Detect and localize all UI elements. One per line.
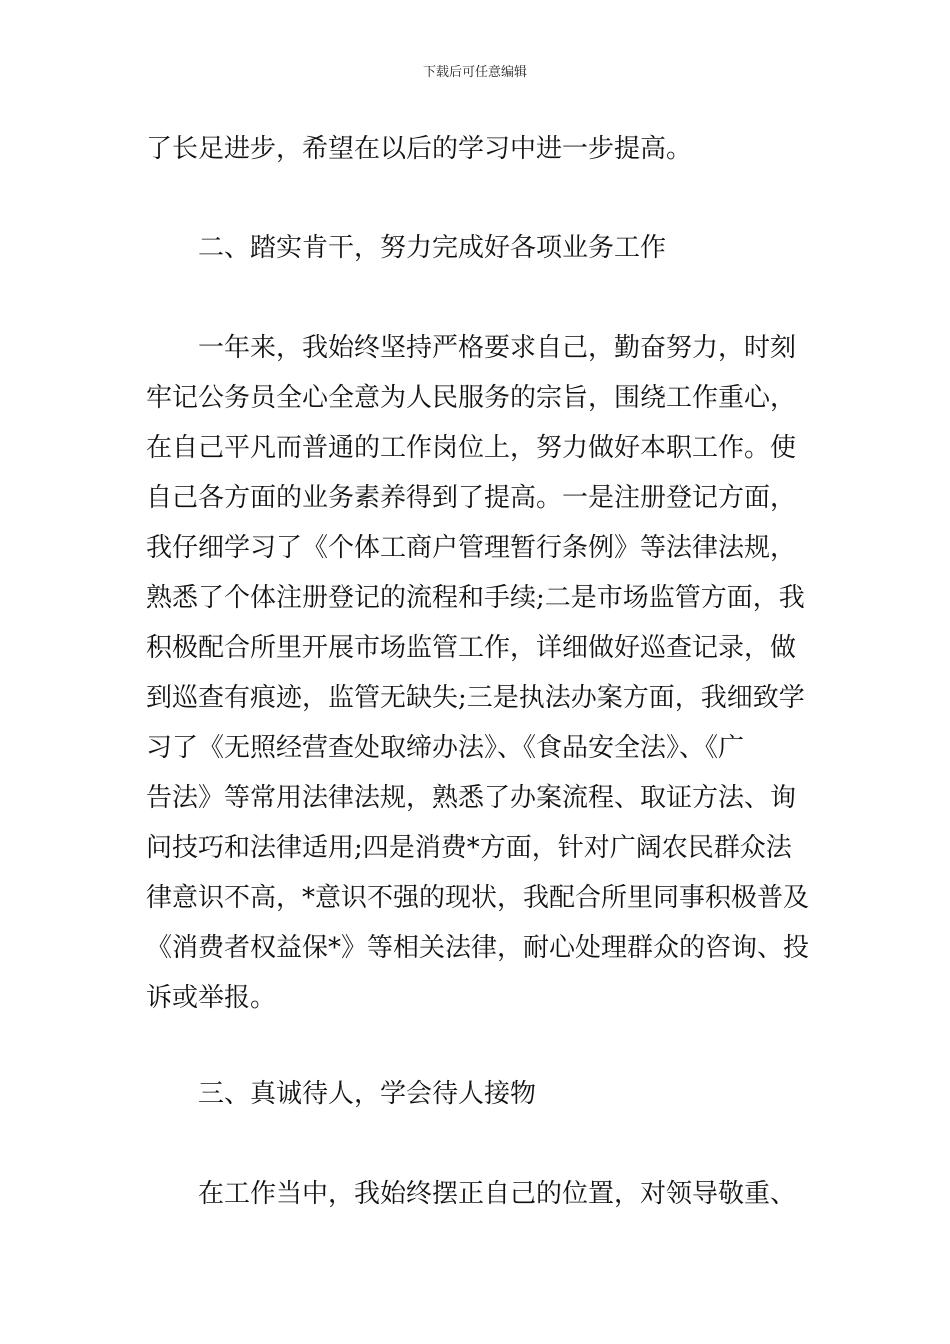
body-text-line: 我仔细学习了《个体工商户管理暂行条例》等法律法规， — [146, 533, 797, 563]
body-text-line: 熟悉了个体注册登记的流程和手续;二是市场监管方面，我 — [146, 583, 805, 613]
body-text-line: 律意识不高，*意识不强的现状，我配合所里同事积极普及 — [146, 883, 810, 913]
body-text-line: 在自己平凡而普通的工作岗位上，努力做好本职工作。使 — [146, 433, 797, 463]
body-text-line: 习了《无照经营查处取缔办法》、《食品安全法》、《广 — [146, 733, 745, 763]
body-text-line: 到巡查有痕迹，监管无缺失;三是执法办案方面，我细致学 — [146, 683, 805, 713]
body-text-line: 《消费者权益保*》等相关法律，耐心处理群众的咨询、投 — [146, 933, 810, 963]
body-text-line: 告法》等常用法律法规，熟悉了办案流程、取证方法、询 — [146, 783, 797, 813]
body-text-line: 在工作当中，我始终摆正自己的位置，对领导敬重、 — [198, 1179, 797, 1209]
body-text-line: 牢记公务员全心全意为人民服务的宗旨，围绕工作重心， — [146, 383, 797, 413]
body-text-line: 自己各方面的业务素养得到了提高。一是注册登记方面， — [146, 483, 797, 513]
body-text-line: 诉或举报。 — [146, 983, 277, 1013]
body-text-line: 了长足进步，希望在以后的学习中进一步提高。 — [146, 134, 693, 164]
section-heading: 二、踏实肯干，努力完成好各项业务工作 — [198, 233, 667, 263]
body-text-line: 积极配合所里开展市场监管工作，详细做好巡查记录，做 — [146, 633, 797, 663]
body-text-line: 问技巧和法律适用;四是消费*方面，针对广阔农民群众法 — [146, 833, 792, 863]
body-text-line: 一年来，我始终坚持严格要求自己，勤奋努力，时刻 — [198, 333, 797, 363]
page-header: 下载后可任意编辑 — [422, 65, 527, 80]
section-heading: 三、真诚待人，学会待人接物 — [198, 1079, 537, 1109]
